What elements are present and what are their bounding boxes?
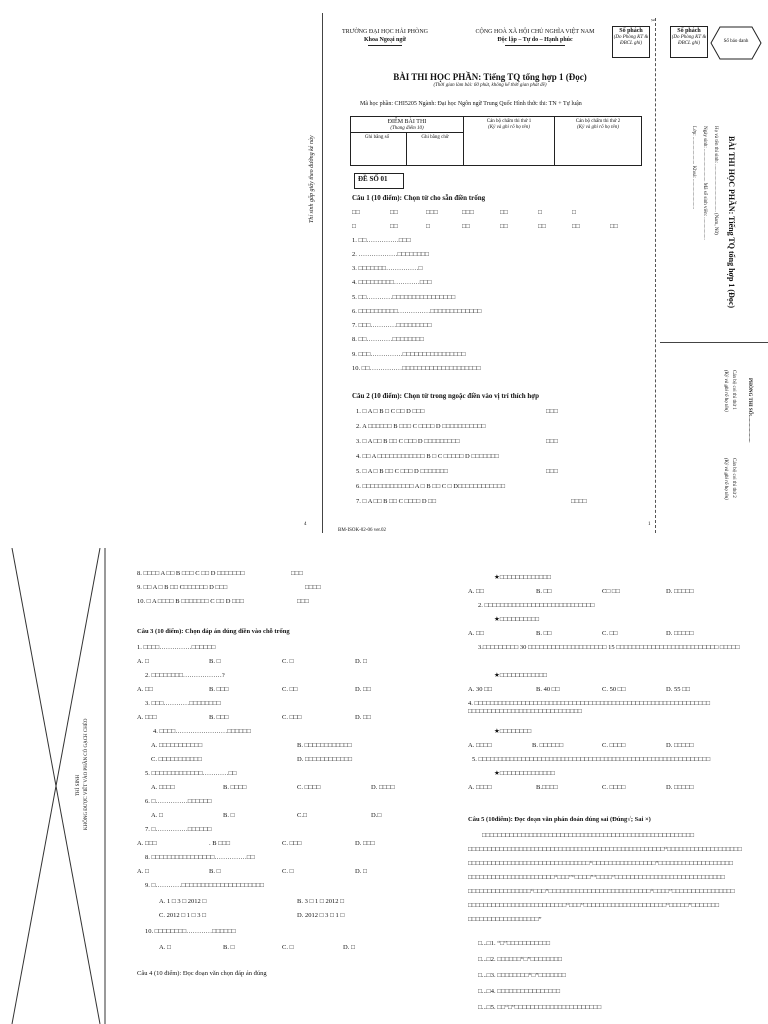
question: 2. □□□□□□□□□□□□□□□□□□□□□□□□□□□□ [478,602,595,609]
no-write-label-2: KHÔNG ĐƯỢC VIẾT VÀO PHẦN CÓ GẠCH CHÉO [84,718,89,830]
right-student-name: Họ và tên thí sinh: ...................................... (Nam, Nữ) [713,126,718,235]
true-false-item[interactable]: □...□1. “□”□□□□□□□□□□□ [478,940,551,947]
republic-title: CỘNG HOÀ XÃ HỘI CHỦ NGHĨA VIỆT NAM [475,29,595,35]
list-item: 10. □□……………□□□□□□□□□□□□□□□□□□□□ [352,365,481,372]
no-write-label-1: THÍ SINH [76,774,81,796]
list-item: 1. □□……………□□□ [352,237,411,244]
list-item: 4. □□□□□□□□□…………□□□ [352,279,432,286]
cau5-title: Câu 5 (10điểm): Đọc đoạn văn phán đoán đúng sai (Đúng√; Sai ×) [468,816,651,823]
question: 7. □……………□□□□□□ [145,826,212,833]
cau1-title: Câu 1 (10 điểm): Chọn từ cho sẵn điền trống [352,194,486,202]
faculty-name: Khoa Ngoại ngữ [364,37,406,43]
right-column: ★□□□□□□□□□□□□□ A. □□ B. □□ C□ □□ D. □□□□□ 2. □□□□□□□□□□□□□□□□□□□□□□□□□□□□ ★□□□□□□□□□□ A. □□ B. □□ C. □□ D. □□□□□ 3.□□□□□□□□□ 30 □□□□□□□□□□□□□□□□□□□□ 15 □□□□□□□□□□□□□□□□□□□□□□□□□□ □□□□□ ★□□□□□□□□□□□□ A. 30 □□ B. 40 □□ C. 50 □□ D. 55 □□ 4. □□□□□□□□□□□□□□□□□□□□□□□□□□□□□□□□□□□□□□□□□□□□□□□□□□□□□□□□□□□□ □□□□□□□□□□□□□□□□□□□□□□□□□□□□□ ★□□□□□□□□ A. □□□□ B. □□□□□□ C. □□□□ D. □□□□□ 5. □□□□□□□□□□□□□□□□□□□□□□□□□□□□□□□□□□□□□□□□□□□□□□□□□□□□□□□□□□□ ★□□□□□□□□□□□□□□ A. □□□□ B.□□□□ C. □□□□ D. □□□□□ Câu 5 (10điểm): Đọc đoạn văn phán đoán đúng sai (Đúng√; Sai ×) □□□□□□□□□□□□□□□□□□□□□□□□□□□□□□□□□□□□□□□□□□□□□□□□□□□□□□ □□□□□□□□□□□□□□□□□□□□□□□□□□□□□□□□□□□□□□□□□□□□□□□□□□“□□□□□□□□□□□□□□□□□□□ □□□□□□□□□□□□□□□□□□□□□□□□□□□□□□□“□□□□□□□□□□□□□□□□”□□□□□□□□□□□□□□□□□□□ □□□□□□□□□□□□□□□□□□□□□□“□□□”“□□□□”“□□□□”□□□□□□□□□□□□□□□□□□□□□□□□□□□□ □□□□□□□□□□□□□□□□“□□□”□□□□□□□□□□□□□□□□□□□□□□□□□□“□□□□”□□□□□□□□□□□□□□□□ □□□□□□□□□□□□□□□□□□□□□□□□□“□□□”□□□□□□□□□□□□□□□□□□□□□“□□□□□”□□□□□□□ □□□□□□□□□□□□□□□□□□” □...□1. “□”□□□□□□□□□□□ □...□2. □□□□□□“□”□□□□□□□□ □...□3. □□□□□□□□“□”□□□□□□□ □...□4. □□□□□□□□□□□□□□□□ □...□5. □□“□”□□□□□□□□□□□□□□□□□□□□□□ [468,570,764,1024]
question: 3.□□□□□□□□□ 30 □□□□□□□□□□□□□□□□□□□□ 15 □□□□□□□□□□□□□□□□□□□□□□□□□□ □□□□□ [478,644,740,651]
score-title: ĐIỂM BÀI THI [387,119,427,125]
footer-code: BM-ISOK-02-06 ver.02 [338,528,387,533]
proctor-2: Cán bộ coi thi thứ 2 [731,458,736,498]
true-false-item[interactable]: □...□3. □□□□□□□□“□”□□□□□□□ [478,972,566,979]
question: 4. □□□□……………………□□□□□□ [153,728,251,735]
list-item: 2. ………………□□□□□□□□ [352,251,429,258]
fold-line [322,13,323,533]
question: 6. □……………□□□□□□ [145,798,212,805]
list-item: 10. □ A □□□□ B □□□□□□□ C □□ D □□□ [137,598,244,605]
list-item: 9. □□ A □ B □□ C□□□□□□ D □□□ [137,584,228,591]
list-item: 3. □ A □□ B □□ C □□□ D □□□□□□□□□ [356,438,460,445]
fold-note: Thí sinh gấp giấy theo đường kẻ này [309,135,315,223]
list-item: 4. □□ A □□□□□□□□□□□□ B □ C □□□□□ D □□□□□□□ [356,453,499,460]
course-info: Mã học phần: CHI5205 Ngành: Đại học Ngôn ngữ Trung Quốc Hình thức thi: TN + Tự luận [360,101,582,107]
bottom-page [0,548,768,1024]
grader-1: Cán bộ chấm thi thứ 1 [486,119,532,124]
no-write-cross [0,548,110,1024]
right-exam-title: BÀI THI HỌC PHẦN: Tiếng TQ tổng hợp 1 (Đọc) [727,136,736,309]
grader-2: Cán bộ chấm thi thứ 2 [575,119,621,124]
cau3-title: Câu 3 (10 điểm): Chọn đáp án đúng điền vào chỗ trống [137,628,290,635]
cau1-list [352,237,632,387]
list-item: 3. □□□□□□□……………□ [352,265,423,272]
list-item: 6. □□□□□□□□□□□□□ A □ B □□ C □ D□□□□□□□□□□□□ [356,483,506,490]
sophach-box-2: Số phách (Do Phòng KT & ĐBCL ghi) [670,26,708,58]
cau2-title: Câu 2 (10 điểm): Chọn từ trong ngoặc điền vào vị trí thích hợp [352,392,540,400]
exam-time: (Thời gian làm bài: 60 phút, không kể thời gian phát đề) [433,83,547,88]
score-table: ĐIỂM BÀI THI (Thang điểm 10) Ghi bằng số Ghi bằng chữ Cán bộ chấm thi thứ 1 (Ký và ghi rõ họ tên) Cán bộ chấm thi thứ 2 (Ký và ghi rõ họ tên) [350,116,642,166]
list-item: 2. A □□□□□□ B □□□ C □□□□ D □□□□□□□□□□□ [356,423,486,430]
scissors-icon: ✂ [651,19,656,24]
cut-line [655,18,656,533]
question: 10. □□□□□□□□…………□□□□□□ [145,928,236,935]
list-item: 7. □ A □□ B □□ C □□□□ D □□ [356,498,437,505]
cau4-title: Câu 4 (10 điểm): Đọc đoạn văn chọn đáp án đúng [137,970,267,977]
motto: Độc lập – Tự do – Hạnh phúc [497,37,573,43]
true-false-item[interactable]: □...□5. □□“□”□□□□□□□□□□□□□□□□□□□□□□ [478,1004,602,1011]
question: 9. □…………□□□□□□□□□□□□□□□□□□□□□ [145,882,264,889]
true-false-item[interactable]: □...□4. □□□□□□□□□□□□□□□□ [478,988,561,995]
question: 1. □□□□……………□□□□□□ [137,644,216,651]
list-item: 6. □□□□□□□□□□……………□□□□□□□□□□□□□ [352,308,482,315]
list-item: 8. □□□□ A □□ B □□□ C □□ D □□□□□□□ [137,570,245,577]
de-so-box: ĐỀ SỐ 01 [354,173,404,189]
proctor-room: PHÒNG THI SỐ:..................... [747,378,752,443]
question: 8. □□□□□□□□□□□□□□□□……………□□ [145,854,255,861]
question: 5. □□□□□□□□□□□□□…………□□ [145,770,237,777]
cau5-passage: □□□□□□□□□□□□□□□□□□□□□□□□□□□□□□□□□□□□□□□□□□□□□□□□□□□□□□ □□□□□□□□□□□□□□□□□□□□□□□□□□□□□□□□□□□□□□□□□□□□□□□□□□“□□□□□□□□□□□□□□□□□□□ □□□□□□□□□□□□□□□□□□□□□□□□□□□□□□□“□□□□□□□□□□□□□□□□”□□□□□□□□□□□□□□□□□□□ □□□□□□□□□□□□□□□□□□□□□□“□□□”“□□□□”“□□□□”□□□□□□□□□□□□□□□□□□□□□□□□□□□□ □□□□□□□□□□□□□□□□“□□□”□□□□□□□□□□□□□□□□□□□□□□□□□□“□□□□”□□□□□□□□□□□□□□□□ □□□□□□□□□□□□□□□□□□□□□□□□□“□□□”□□□□□□□□□□□□□□□□□□□□□“□□□□□”□□□□□□□ □□□□□□□□□□□□□□□□□□” [468,832,742,923]
right-student-class: Lớp: ...................... Khoá: ........................ [691,126,696,210]
cau2-list: 1. □ A □ B □ C □□ D □□□ □□□ 2. A □□□□□□ B □□□ C □□□□ D □□□□□□□□□□□ 3. □ A □□ B □□ C □□□ D □□□□□□□□□ □□□ 4. □□ A □□□□□□□□□□□□ B □ C □□□□□ D □□□□□□□ 5. □ A □ B □□ C □□□ D □□□□□□□ □□□ 6. □□□□□□□□□□□□□ A □ B □□ C □ D□□□□□□□□□□□□ 7. □ A □□ B □□ C □□□□ D □□ □□□□ [356,408,587,505]
sobaodanh-label: Số báo danh [723,39,749,44]
question: 4. □□□□□□□□□□□□□□□□□□□□□□□□□□□□□□□□□□□□□□□□□□□□□□□□□□□□□□□□□□□□ □□□□□□□□□□□□□□□□□□□□□□□□□□□□□ [468,700,711,715]
exam-title: BÀI THI HỌC PHẦN: Tiếng TQ tổng hợp 1 (Đọc) [393,72,587,82]
list-item: 5. □□…………□□□□□□□□□□□□□□□□ [352,294,456,301]
sophach-box-1: Số phách (Do Phòng KT & ĐBCL ghi) [612,26,650,58]
list-item: 7. □□□…………□□□□□□□□□ [352,322,432,329]
list-item: 9. □□□……………□□□□□□□□□□□□□□□□ [352,351,466,358]
cau1-wordbank-2: □ □□ □ □□ □□ □□ □□ □□ [352,223,618,230]
right-student-dob: Ngày sinh: .......................... Mã số sinh viên: .................. [702,126,707,240]
page-number-right: 1 [648,522,651,527]
list-item: 5. □ A □ B □□ C □□□ D □□□□□□□ [356,468,448,475]
right-divider [660,342,768,343]
true-false-item[interactable]: □...□2. □□□□□□“□”□□□□□□□□ [478,956,562,963]
school-name: TRƯỜNG ĐẠI HỌC HẢI PHÒNG [342,29,428,35]
page-number-left: 4 [304,522,307,527]
proctor-1: Cán bộ coi thi thứ 1 [731,370,736,410]
left-column: 8. □□□□ A □□ B □□□ C □□ D □□□□□□□ □□□ 9. □□ A □ B □□ C□□□□□□ D □□□ □□□□ 10. □ A □□□□ B □□□□□□□ C □□ D □□□ □□□ Câu 3 (10 điểm): Chọn đáp án đúng điền vào chỗ trống 1. □□□□……………□□□□□□ A. □ B. □ C. □ D. □ 2. □□□□□□□□………………? A. □□ B. □□□ C. □□ D. □□ 3. □□□…………□□□□□□□□ A. □□□ B. □□□ C. □□□ D. □□ 4. □□□□……………………□□□□□□ A. □□□□□□□□□□□ B. □□□□□□□□□□□□ C. □□□□□□□□□□□ D. □□□□□□□□□□□□ 5. □□□□□□□□□□□□□…………□□ A. □□□□ B. □□□□ C. □□□□ D. □□□□ 6. □……………□□□□□□ A. □ B. □ C.□ D.□ 7. □……………□□□□□□ A. □□□ . B □□□ C. □□□ D. □□□ 8. □□□□□□□□□□□□□□□□……………□□ A. □ B. □ C. □ D. □ 9. □…………□□□□□□□□□□□□□□□□□□□□□ A. 1 □ 3 □ 2012 □ B. 3 □ 1 □ 2012 □ C. 2012 □ 1 □ 3 □ D. 2012 □ 3 □ 1 □ 10. □□□□□□□□…………□□□□□□ A. □ B. □ C. □ D. □ Câu 4 (10 điểm): Đọc đoạn văn chọn đáp án đúng [137,570,395,977]
list-item: 8. □□…………□□□□□□□□ [352,336,424,343]
cau1-wordbank-1: □□ □□ □□□ □□□ □□ □ □ [352,209,576,216]
list-item: 1. □ A □ B □ C □□ D □□□ [356,408,425,415]
question: 2. □□□□□□□□………………? [145,672,225,679]
question: 3. □□□…………□□□□□□□□ [145,700,221,707]
question: 5. □□□□□□□□□□□□□□□□□□□□□□□□□□□□□□□□□□□□□□□□□□□□□□□□□□□□□□□□□□□ [472,756,711,763]
top-page: Thí sinh gấp giấy theo đường kẻ này TRƯỜNG ĐẠI HỌC HẢI PHÒNG Khoa Ngoại ngữ CỘNG HOÀ XÃ HỘI CHỦ NGHĨA VIỆT NAM Độc lập – Tự do – Hạnh phúc Số phách (Do Phòng KT & ĐBCL ghi) ✂ Số phách (Do Phòng KT & ĐBCL ghi) Số báo danh BÀI THI HỌC PHẦN: Tiếng TQ tổng hợp 1 (Đọc) (Thời gian làm bài: 60 phút, không kể thời gian phát đề) Mã học phần: CHI5205 Ngành: Đại học Ngôn ngữ Trung Quốc Hình thức thi: TN + Tự luận ĐIỂM BÀI THI (Thang điểm 10) Ghi bằng số Ghi bằng chữ Cán bộ chấm thi thứ 1 (Ký và ghi rõ họ tên) Cán bộ chấm thi thứ 2 (Ký và ghi rõ họ tên) ĐỀ SỐ 01 Câu 1 (10 điểm): Chọn từ cho sẵn điền trống □□ □□ □□□ □□□ □□ □ □ □ □□ □ □□ □□ □□ □□ □□ 1. □□……………□□□ 2. ………………□□□□□□□□ 3. □□□□□□□……………□ 4. □□□□□□□□□…………□□□ 5. □□…………□□□□□□□□□□□□□□□□ 6. □□□□□□□□□□……………□□□□□□□□□□□□□ 7. □□□…………□□□□□□□□□ 8. □□…………□□□□□□□□ 9. □□□……………□□□□□□□□□□□□□□□□ 10. □□……………□□□□□□□□□□□□□□□□□□□□ Câu 2 (10 điểm): Chọn từ trong ngoặc điền vào vị trí thích hợp 1. □ A □ B □ C □□ D □□□ □□□ 2. A □□□□□□ B □□□ C □□□□ D □□□□□□□□□□□ 3. □ A □□ B □□ C □□□ D □□□□□□□□□ □□□ 4. □□ A □□□□□□□□□□□□ B □ C □□□□□ D □□□□□□□ 5. □ A □ B □□ C □□□ D □□□□□□□ □□□ 6. □□□□□□□□□□□□□ A □ B □□ C □ D□□□□□□□□□□□□ 7. □ A □□ B □□ C □□□□ D □□ □□□□ 4 BM-ISOK-02-06 ver.02 1 BÀI THI HỌC PHẦN: Tiếng TQ tổng hợp 1 (Đọc) Họ và tên thí sinh: ...................................... (Nam, Nữ) Ngày sinh: .......................... Mã số sinh viên: .................. Lớp: ...................... Khoá: ........................ PHÒNG THI SỐ:..................... Cán bộ coi thi thứ 1 (Ký và ghi rõ họ tên) Cán bộ coi thi thứ 2 (Ký và ghi rõ họ tên) [300,8,768,538]
